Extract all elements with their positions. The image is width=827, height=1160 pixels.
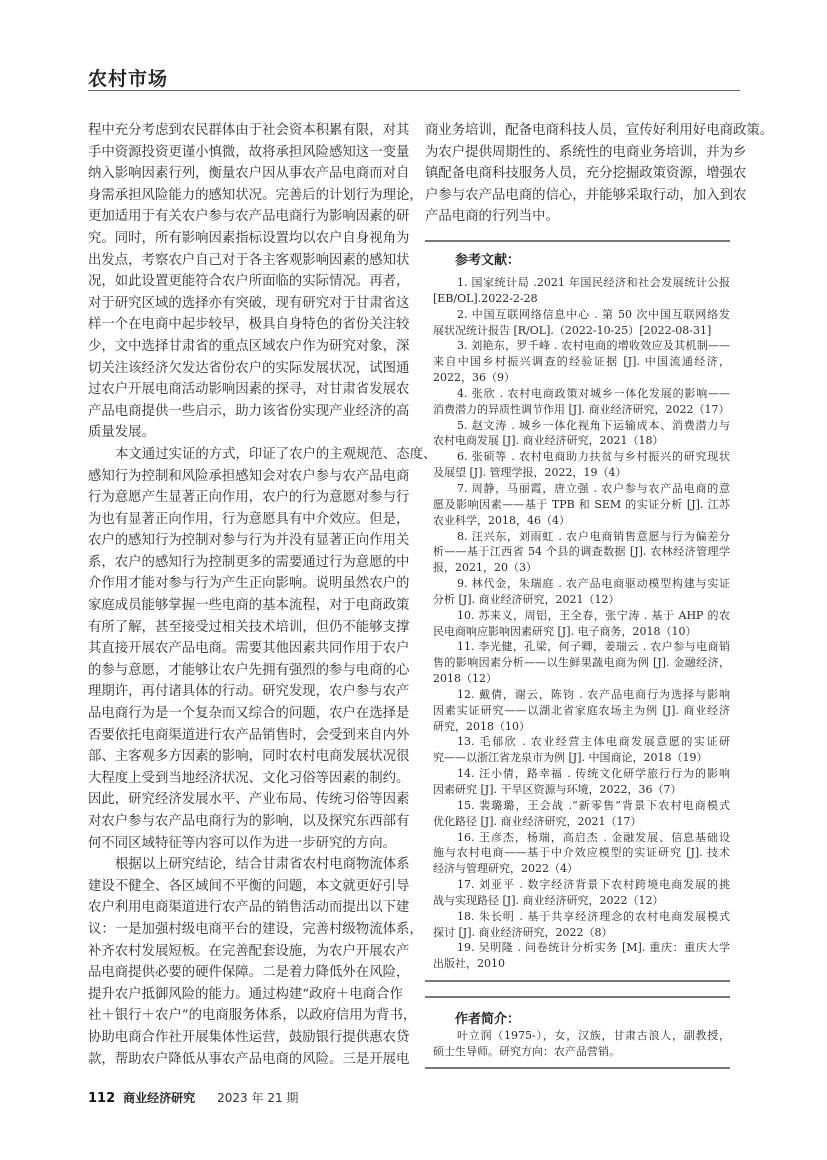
reference-line: 究——以浙江省龙泉市为例 [J]. 中国商论，2018（19） [433, 751, 708, 765]
reference-line: 售的影响因素分析——以生鲜果蔬电商为例 [J]. 金融经济， [433, 656, 730, 670]
left-column-body [88, 120, 437, 1070]
body-text-line: 感知行为控制和风险承担感知会对农户参与农产品电商 [88, 468, 410, 484]
reference-line: 优化路径 [J]. 商业经济研究，2021（17） [433, 814, 642, 828]
body-text-line: 切关注该经济欠发达省份农户的实际发展状况，试图通 [88, 360, 410, 376]
reference-line: 6. 张硕等 . 农村电商助力扶贫与乡村振兴的研究现状 [457, 450, 730, 464]
reference-line: 经济与管理研究，2022（4） [433, 862, 578, 876]
body-text-line: 农户的感知行为控制对参与行为并没有显著正向作用关 [88, 533, 410, 549]
body-text-line: 款，帮助农户降低从事农产品电商的风险。三是开展电 [88, 1051, 410, 1067]
body-text-line: 议：一是加强村级电商平台的建设，完善村级物流体系， [88, 921, 423, 937]
reference-line: 愿及影响因素——基于 TPB 和 SEM 的实证分析 [J]. 江苏 [433, 497, 730, 511]
reference-line: 5. 赵文涛 . 城乡一体化视角下运输成本、消费潜力与 [457, 418, 730, 432]
body-text-line: 对农户参与农产品电商行为的影响，以及探究东西部有 [88, 814, 410, 829]
reference-line: 民电商响应影响因素研究 [J]. 电子商务，2018（10） [433, 624, 697, 638]
references-top-divider [425, 240, 730, 242]
body-text-line: 系，农户的感知行为控制更多的需要通过行为意愿的中 [88, 554, 410, 570]
reference-line: 2. 中国互联网络信息中心 . 第 50 次中国互联网络发 [457, 307, 730, 321]
body-text-line: 否要依托电商渠道进行农产品销售时，会受到来自内外 [88, 727, 410, 743]
body-text-line: 出发点，考察农户自己对于各主客观影响因素的感知状 [88, 252, 410, 268]
reference-line: 2022，36（9） [433, 371, 515, 385]
body-text-line: 根据以上研究结论，结合甘肃省农村电商物流体系 [115, 857, 410, 873]
body-text-line: 手中资源投资更谨小慎微，故将承担风险感知这一变量 [88, 144, 410, 160]
reference-line: 农业科学，2018，46（4） [433, 513, 570, 527]
body-text-line: 质量发展。 [88, 425, 155, 441]
reference-line: 1. 国家统计局 .2021 年国民经济和社会发展统计公报 [457, 276, 730, 289]
reference-line: 15. 裴璐璐，王会战 .“新零售”背景下农村电商模式 [457, 798, 730, 812]
body-text-line: 行为意愿产生显著正向作用，农户的行为意愿对参与行 [88, 490, 410, 506]
body-text-line: 程中充分考虑到农民群体由于社会资本积累有限，对其 [88, 123, 410, 138]
reference-line: 因素实证研究——以湖北省家庭农场主为例 [J]. 商业经济 [433, 703, 730, 717]
body-text-line: 商业务培训，配备电商科技人员，宣传好利用好电商政策。 [425, 123, 774, 138]
body-text-line: 补齐农村发展短板。在完善配套设施，为农户开展农产 [88, 943, 410, 959]
author-bio-line: 硕士生导师。研究方向：农产品营销。 [433, 1044, 620, 1058]
reference-line: 12. 戴倩，谢云，陈钧 . 农产品电商行为选择与影响 [457, 687, 730, 701]
reference-line: 农村电商发展 [J]. 商业经济研究，2021（18） [433, 434, 664, 448]
reference-line: 研究，2018（10） [433, 719, 530, 733]
body-text-line: 本文通过实证的方式，印证了农户的主观规范、态度、 [115, 446, 437, 462]
body-text-line: 对于研究区域的选择亦有突破，现有研究对于甘肃省这 [88, 295, 410, 311]
reference-line: 13. 毛郁欣 . 农业经营主体电商发展意愿的实证研 [457, 735, 730, 749]
reference-line: 探讨 [J]. 商业经济研究，2022（8） [433, 925, 613, 939]
body-text-line: 过农户开展电商活动影响因素的探寻，对甘肃省发展农 [88, 382, 410, 398]
reference-line: 10. 苏来义，周铝，王全春，张宁涛 . 基于 AHP 的农 [457, 608, 730, 622]
author-top-divider [425, 996, 730, 998]
reference-line: 及展望 [J]. 管理学报，2022，19（4） [433, 466, 627, 480]
body-text-line: 镇配备电商科技服务人员，充分挖掘政策资源，增强农 [425, 166, 747, 182]
body-text-line: 家庭成员能够掌握一些电商的基本流程，对于电商政策 [88, 598, 410, 614]
body-text-line: 农户利用电商渠道进行农产品的销售活动而提出以下建 [88, 900, 410, 916]
body-text-line: 部、主客观多方因素的影响，同时农村电商发展状况很 [88, 749, 410, 765]
body-text-line: 身需承担风险能力的感知状况。完善后的计划行为理论， [88, 187, 423, 203]
reference-line: [EB/OL].2022-2-28 [433, 291, 538, 305]
right-column-body [425, 120, 774, 228]
body-text-line: 户参与农产品电商的信心，并能够采取行动，加入到农 [425, 187, 747, 203]
reference-line: 分析 [J]. 商业经济研究，2021（12） [433, 592, 620, 606]
reference-line: 8. 汪兴东，刘雨虹 . 农户电商销售意愿与行为偏差分 [457, 529, 730, 543]
reference-line: 因素研究 [J]. 干旱区资源与环境，2022，36（7） [433, 783, 682, 796]
references-list [433, 275, 730, 972]
reference-line: 7. 周静，马丽霞，唐立强 . 农户参与农产品电商的意 [457, 481, 730, 495]
author-heading: 作者简介： [455, 1012, 521, 1027]
body-text-line: 社＋银行＋农户”的电商服务体系，以政府信用为背书， [88, 1008, 417, 1024]
body-text-line: 协助电商合作社开展集体性运营，鼓励银行提供惠农贷 [88, 1029, 410, 1045]
body-text-line: 样一个在电商中起步较早，极具自身特色的省份关注较 [88, 317, 410, 333]
header-divider [88, 90, 740, 91]
body-text-line: 其直接开展农产品电商。需要其他因素共同作用于农户 [88, 641, 410, 657]
reference-line: 11. 李光健，孔梁，何子卿，姜瑞云 . 农户参与电商销 [457, 640, 730, 654]
body-text-line: 何不同区域特征等内容可以作为进一步研究的方向。 [88, 835, 396, 851]
section-title: 农村市场 [88, 68, 169, 90]
body-text-line: 究。同时，所有影响因素指标设置均以农户自身视角为 [88, 230, 410, 246]
reference-line: 来自中国乡村振兴调查的经验证据 [J]. 中国流通经济， [433, 355, 730, 369]
body-text-line: 为农户提供周期性的、系统性的电商业务培训，并为乡 [425, 144, 747, 160]
body-text-line: 品电商行为是一个复杂而又综合的问题，农户在选择是 [88, 706, 410, 722]
reference-line: 17. 刘亚平 . 数字经济背景下农村跨境电商发展的挑 [457, 878, 730, 892]
reference-line: 展状况统计报告 [R/OL].（2022-10-25）[2022-08-31] [433, 323, 712, 337]
author-bottom-divider [425, 1067, 730, 1069]
body-text-line: 产品电商提供一些启示，助力该省份实现产业经济的高 [88, 403, 410, 419]
body-text-line: 理期许，再付诸具体的行动。研究发现，农户参与农产 [88, 684, 410, 700]
reference-line: 19. 吴明隆 . 问卷统计分析实务 [M]. 重庆：重庆大学 [457, 941, 730, 955]
body-text-line: 况，如此设置更能符合农户所面临的实际情况。再者， [88, 274, 410, 290]
body-text-line: 纳入影响因素行列，衡量农户因从事农产品电商而对自 [88, 166, 410, 182]
reference-line: 消费潜力的异质性调节作用 [J]. 商业经济研究，2022（17） [433, 402, 730, 416]
body-text-line: 提升农户抵御风险的能力。通过构建“政府＋电商合作 [88, 986, 403, 1002]
body-text-line: 为也有显著正向作用，行为意愿具有中介效应。但是， [88, 511, 410, 527]
page-number: 112 [88, 1091, 116, 1106]
body-text-line: 品电商提供必要的硬件保障。二是着力降低外在风险， [88, 965, 410, 981]
reference-line: 析——基于江西省 54 个县的调查数据 [J]. 农林经济管理学 [433, 545, 730, 559]
author-bio-line: 叶立润（1975-），女，汉族，甘肃古浪人，副教授， [457, 1029, 730, 1042]
reference-line: 9. 林代金，朱瑞庭 . 农产品电商驱动模型构建与实证 [457, 577, 730, 591]
references-bottom-divider [425, 980, 730, 982]
reference-line: 施与农村电商——基于中介效应模型的实证研究 [J]. 技术 [433, 846, 730, 860]
author-bio [433, 1028, 730, 1060]
reference-line: 出版社，2010 [433, 957, 505, 971]
body-text-line: 大程度上受到当地经济状况、文化习俗等因素的制约。 [88, 770, 410, 786]
body-text-line: 更加适用于有关农户参与农产品电商行为影响因素的研 [88, 209, 410, 225]
reference-line: 4. 张欣 . 农村电商政策对城乡一体化发展的影响—— [457, 386, 730, 400]
reference-line: 2018（12） [433, 672, 497, 686]
body-text-line: 有所了解，甚至接受过相关技术培训，但仍不能够支撑 [88, 619, 410, 635]
reference-line: 18. 朱长明 . 基于共享经济理念的农村电商发展模式 [457, 909, 730, 923]
references-heading: 参考文献： [455, 253, 521, 268]
page-footer [88, 1089, 298, 1106]
body-text-line: 因此，研究经济发展水平、产业布局、传统习俗等因素 [88, 792, 410, 808]
reference-line: 14. 汪小倩，路幸福 . 传统文化研学旅行行为的影响 [457, 767, 730, 781]
body-text-line: 介作用才能对参与行为产生正向影响。说明虽然农户的 [88, 576, 410, 592]
body-text-line: 少，文中选择甘肃省的重点区域农户作为研究对象，深 [88, 338, 410, 354]
reference-line: 16. 王彦杰，杨瑞，高启杰 . 金融发展、信息基础设 [457, 830, 730, 844]
issue-label: 2023 年 21 期 [217, 1091, 299, 1105]
reference-line: 3. 刘艳东，罗千峰 . 农村电商的增收效应及其机制—— [457, 339, 730, 353]
body-text-line: 的参与意愿，才能够让农户先拥有强烈的参与电商的心 [88, 662, 410, 678]
reference-line: 报，2021，20（3） [433, 561, 537, 575]
body-text-line: 产品电商的行列当中。 [425, 209, 559, 225]
reference-line: 战与实现路径 [J]. 商业经济研究，2022（12） [433, 893, 664, 907]
journal-name: 商业经济研究 [123, 1091, 196, 1105]
body-text-line: 建设不健全、各区域间不平衡的问题，本文就更好引导 [88, 878, 410, 894]
